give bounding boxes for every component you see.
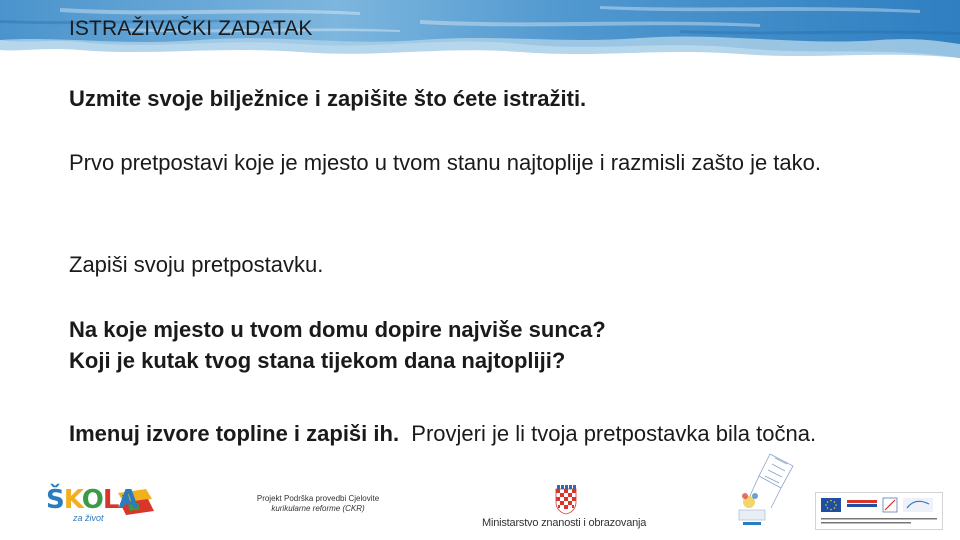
instruction-heat-sources: [69, 418, 839, 449]
question-warmest-corner: Koji je kutak tvog stana tijekom dana najtopliji?: [69, 348, 566, 373]
skola-logo-subtitle: za život: [73, 513, 104, 523]
question-sun: Na koje mjesto u tvom domu dopire najviše sunca?: [69, 317, 606, 342]
eu-funding-logos: [815, 492, 943, 530]
instruction-notebook: Uzmite svoje bilježnice i zapišite što ćete istražiti.: [69, 86, 587, 111]
instruction-hypothesis: Prvo pretpostavi koje je mjesto u tvom stanu najtoplije i razmisli zašto je tako.: [69, 150, 821, 175]
question-block: [69, 314, 606, 376]
verify-hypothesis-text: Provjeri je li tvoja pretpostavka bila točna.: [411, 421, 817, 446]
project-line-1: Projekt Podrška provedbi Cjelovite: [256, 494, 380, 503]
project-caption: [238, 494, 398, 514]
slide-title: ISTRAŽIVAČKI ZADATAK: [69, 17, 313, 40]
heat-sources-bold: Imenuj izvore topline i zapiši ih.: [69, 421, 400, 446]
skola-logo-text: ŠKOLA: [46, 485, 138, 515]
school-pencil-doodle-icon: [735, 452, 805, 532]
instruction-write-hypothesis: Zapiši svoju pretpostavku.: [69, 252, 324, 277]
ministry-name: Ministarstvo znanosti i obrazovanja: [482, 517, 647, 529]
project-line-2: kurikularne reforme (CKR): [271, 504, 365, 513]
croatia-coat-of-arms-icon: [555, 485, 577, 515]
